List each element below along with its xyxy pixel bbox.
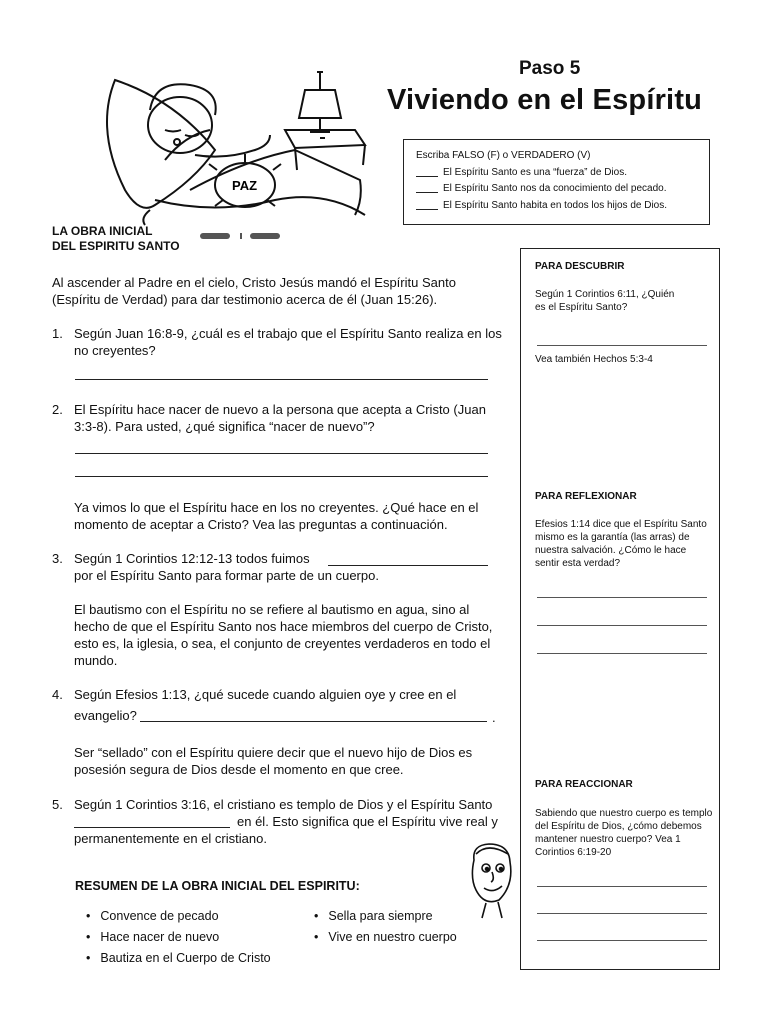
- true-false-box: [403, 139, 710, 225]
- answer-line[interactable]: [140, 721, 487, 722]
- bridge-paragraph: Ya vimos lo que el Espíritu hace en los no creyentes. ¿Qué hace en el momento de aceptar a Cristo? Vea las preguntas a continuación.: [74, 500, 479, 532]
- cartoon-face-illustration: [464, 840, 520, 920]
- section-heading: LA OBRA INICIAL DEL ESPIRITU SANTO: [52, 224, 180, 253]
- tf-item: El Espíritu Santo nos da conocimiento del pecado.: [416, 181, 699, 198]
- tf-answer-blank[interactable]: [416, 181, 438, 193]
- answer-line[interactable]: [537, 886, 707, 887]
- answer-line[interactable]: [537, 625, 707, 626]
- tf-item: El Espíritu Santo es una “fuerza” de Dios.: [416, 165, 699, 182]
- sleeping-man-illustration: [95, 40, 375, 245]
- question-1: 1. Según Juan 16:8-9, ¿cuál es el trabajo que el Espíritu Santo realiza en los no creyentes?: [52, 326, 502, 358]
- answer-line[interactable]: [537, 653, 707, 654]
- question-4: 4. Según Efesios 1:13, ¿qué sucede cuando alguien oye y cree en el evangelio?: [52, 687, 457, 723]
- discover-text: Según 1 Corintios 6:11, ¿Quién es el Espíritu Santo?: [535, 289, 675, 313]
- list-item: • Bautiza en el Cuerpo de Cristo: [86, 948, 271, 969]
- summary-list-right: [314, 906, 457, 948]
- summary-list-left: [86, 906, 271, 969]
- answer-line[interactable]: [75, 476, 488, 477]
- page-title: Viviendo en el Espíritu: [387, 84, 703, 116]
- tf-answer-blank[interactable]: [416, 198, 438, 210]
- question-5: 5. Según 1 Corintios 3:16, el cristiano es templo de Dios y el Espíritu Santo en él. Esto significa que el Espíritu vive real y permanentemente en el cristiano.: [52, 797, 498, 846]
- reflect-text: Efesios 1:14 dice que el Espíritu Santo mismo es la garantía (las arras) de nuestra salvación. ¿Cómo le hace sentir esta verdad?: [535, 519, 707, 569]
- answer-line[interactable]: [328, 565, 488, 566]
- list-item: • Convence de pecado: [86, 906, 271, 927]
- question-3: 3. Según 1 Corintios 12:12-13 todos fuimos por el Espíritu Santo para formar parte de un cuerpo.: [52, 551, 379, 583]
- discover-see-also: Vea también Hechos 5:3-4: [535, 354, 653, 365]
- answer-line[interactable]: [75, 453, 488, 454]
- intro-paragraph: Al ascender al Padre en el cielo, Cristo Jesús mandó el Espíritu Santo (Espíritu de Verdad) para dar testimonio acerca de él (Juan 15:26).: [52, 275, 456, 307]
- answer-line[interactable]: [74, 827, 230, 828]
- q4-period: .: [492, 710, 496, 725]
- question-2: 2. El Espíritu hace nacer de nuevo a la persona que acepta a Cristo (Juan 3:3-8). Para usted, ¿qué significa “nacer de nuevo”?: [52, 402, 486, 434]
- answer-line[interactable]: [75, 379, 488, 380]
- list-item: • Sella para siempre: [314, 906, 457, 927]
- answer-line[interactable]: [537, 940, 707, 941]
- summary-heading: RESUMEN DE LA OBRA INICIAL DEL ESPIRITU:: [75, 879, 360, 893]
- list-item: • Vive en nuestro cuerpo: [314, 927, 457, 948]
- discover-heading: PARA DESCUBRIR: [535, 261, 625, 272]
- baptism-note: El bautismo con el Espíritu no se refiere al bautismo en agua, sino al hecho de que el Espíritu Santo nos hace miembros del cuerpo de Cristo, esto es, la iglesia, o sea, el conjunto de creyentes verdaderos en todo el mundo.: [74, 602, 493, 668]
- tf-item: El Espíritu Santo habita en todos los hijos de Dios.: [416, 198, 699, 215]
- reflect-heading: PARA REFLEXIONAR: [535, 491, 637, 502]
- answer-line[interactable]: [537, 345, 707, 346]
- tf-instruction: Escriba FALSO (F) o VERDADERO (V): [416, 150, 591, 161]
- react-text: Sabiendo que nuestro cuerpo es templo del Espíritu de Dios, ¿cómo debemos mantener nuestro cuerpo? Vea 1 Corintios 6:19-20: [535, 808, 713, 858]
- list-item: • Hace nacer de nuevo: [86, 927, 271, 948]
- tf-answer-blank[interactable]: [416, 165, 438, 177]
- answer-line[interactable]: [537, 597, 707, 598]
- paz-badge-text: PAZ: [232, 178, 258, 193]
- answer-line[interactable]: [537, 913, 707, 914]
- sidebar-box: [520, 248, 720, 970]
- sealed-note: Ser “sellado” con el Espíritu quiere decir que el nuevo hijo de Dios es posesión segura de Dios desde el momento en que cree.: [74, 745, 473, 777]
- step-label: Paso 5: [519, 58, 581, 79]
- react-heading: PARA REACCIONAR: [535, 779, 633, 790]
